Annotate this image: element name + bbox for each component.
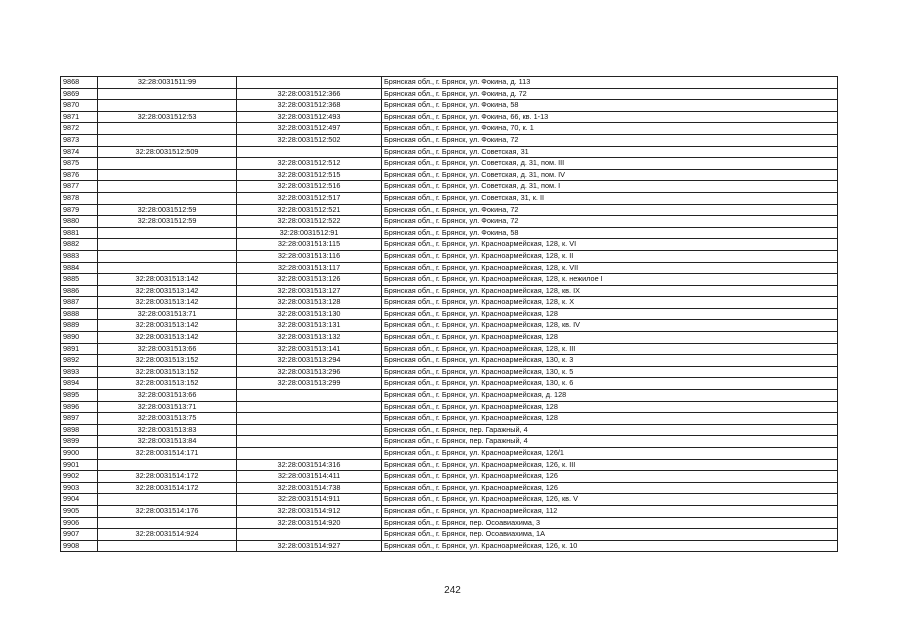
row-number-cell: 9889: [61, 320, 98, 332]
address-cell: Брянская обл., г. Брянск, ул. Красноармейская, 128, к. III: [382, 343, 838, 355]
land-cadastral-number-cell: 32:28:0031512:509: [98, 146, 237, 158]
row-number-cell: 9899: [61, 436, 98, 448]
land-cadastral-number-cell: [98, 169, 237, 181]
address-cell: Брянская обл., г. Брянск, ул. Фокина, 66, кв. 1-13: [382, 111, 838, 123]
address-cell: Брянская обл., г. Брянск, ул. Фокина, 58: [382, 100, 838, 112]
land-cadastral-number-cell: 32:28:0031514:176: [98, 505, 237, 517]
address-cell: Брянская обл., г. Брянск, ул. Фокина, 58: [382, 227, 838, 239]
row-number-cell: 9876: [61, 169, 98, 181]
row-number-cell: 9904: [61, 494, 98, 506]
table-row: [61, 192, 838, 204]
row-number-cell: 9884: [61, 262, 98, 274]
table-row: [61, 297, 838, 309]
address-cell: Брянская обл., г. Брянск, ул. Фокина, д. 72: [382, 88, 838, 100]
object-cadastral-number-cell: 32:28:0031514:927: [237, 540, 382, 552]
land-cadastral-number-cell: [98, 181, 237, 193]
address-cell: Брянская обл., г. Брянск, ул. Фокина, 72: [382, 204, 838, 216]
row-number-cell: 9897: [61, 413, 98, 425]
object-cadastral-number-cell: 32:28:0031514:920: [237, 517, 382, 529]
land-cadastral-number-cell: 32:28:0031513:142: [98, 332, 237, 344]
table-row: [61, 204, 838, 216]
table-row: [61, 413, 838, 425]
table-row: [61, 332, 838, 344]
table-row: [61, 100, 838, 112]
row-number-cell: 9892: [61, 355, 98, 367]
table-row: [61, 308, 838, 320]
table-row: [61, 181, 838, 193]
land-cadastral-number-cell: [98, 227, 237, 239]
land-cadastral-number-cell: [98, 88, 237, 100]
land-cadastral-number-cell: [98, 494, 237, 506]
land-cadastral-number-cell: 32:28:0031513:142: [98, 320, 237, 332]
object-cadastral-number-cell: 32:28:0031514:911: [237, 494, 382, 506]
row-number-cell: 9908: [61, 540, 98, 552]
land-cadastral-number-cell: [98, 100, 237, 112]
row-number-cell: 9888: [61, 308, 98, 320]
address-cell: Брянская обл., г. Брянск, ул. Красноармейская, 128, кв. IV: [382, 320, 838, 332]
object-cadastral-number-cell: 32:28:0031513:128: [237, 297, 382, 309]
address-cell: Брянская обл., г. Брянск, пер. Осоавиахима, 3: [382, 517, 838, 529]
row-number-cell: 9906: [61, 517, 98, 529]
table-row: [61, 390, 838, 402]
table-row: [61, 285, 838, 297]
object-cadastral-number-cell: 32:28:0031512:502: [237, 134, 382, 146]
page-number: 242: [444, 585, 461, 596]
address-cell: Брянская обл., г. Брянск, пер. Гаражный, 4: [382, 424, 838, 436]
table-row: [61, 146, 838, 158]
land-cadastral-number-cell: [98, 123, 237, 135]
object-cadastral-number-cell: 32:28:0031512:512: [237, 158, 382, 170]
object-cadastral-number-cell: 32:28:0031513:132: [237, 332, 382, 344]
object-cadastral-number-cell: 32:28:0031512:517: [237, 192, 382, 204]
object-cadastral-number-cell: 32:28:0031513:115: [237, 239, 382, 251]
table-row: [61, 158, 838, 170]
object-cadastral-number-cell: [237, 390, 382, 402]
table-row: [61, 355, 838, 367]
address-cell: Брянская обл., г. Брянск, ул. Фокина, 72: [382, 216, 838, 228]
object-cadastral-number-cell: 32:28:0031513:131: [237, 320, 382, 332]
row-number-cell: 9894: [61, 378, 98, 390]
object-cadastral-number-cell: [237, 77, 382, 89]
address-cell: Брянская обл., г. Брянск, ул. Фокина, д. 113: [382, 77, 838, 89]
address-cell: Брянская обл., г. Брянск, ул. Фокина, 72: [382, 134, 838, 146]
address-cell: Брянская обл., г. Брянск, ул. Красноармейская, 128, к. VI: [382, 239, 838, 251]
object-cadastral-number-cell: 32:28:0031513:127: [237, 285, 382, 297]
address-cell: Брянская обл., г. Брянск, ул. Красноармейская, 126, кв. V: [382, 494, 838, 506]
address-cell: Брянская обл., г. Брянск, ул. Красноармейская, 126, к. 10: [382, 540, 838, 552]
land-cadastral-number-cell: 32:28:0031513:152: [98, 378, 237, 390]
row-number-cell: 9900: [61, 448, 98, 460]
table-row: [61, 482, 838, 494]
land-cadastral-number-cell: [98, 158, 237, 170]
table-row: [61, 250, 838, 262]
land-cadastral-number-cell: [98, 540, 237, 552]
address-cell: Брянская обл., г. Брянск, ул. Красноармейская, 128, к. II: [382, 250, 838, 262]
object-cadastral-number-cell: 32:28:0031514:411: [237, 471, 382, 483]
land-cadastral-number-cell: 32:28:0031513:71: [98, 401, 237, 413]
object-cadastral-number-cell: 32:28:0031512:521: [237, 204, 382, 216]
table-row: [61, 134, 838, 146]
row-number-cell: 9872: [61, 123, 98, 135]
address-cell: Брянская обл., г. Брянск, ул. Красноармейская, 128: [382, 308, 838, 320]
row-number-cell: 9883: [61, 250, 98, 262]
land-cadastral-number-cell: 32:28:0031511:99: [98, 77, 237, 89]
object-cadastral-number-cell: 32:28:0031514:738: [237, 482, 382, 494]
row-number-cell: 9873: [61, 134, 98, 146]
object-cadastral-number-cell: 32:28:0031512:366: [237, 88, 382, 100]
table-row: [61, 401, 838, 413]
land-cadastral-number-cell: 32:28:0031513:152: [98, 366, 237, 378]
land-cadastral-number-cell: 32:28:0031513:142: [98, 285, 237, 297]
land-cadastral-number-cell: 32:28:0031514:924: [98, 529, 237, 541]
address-cell: Брянская обл., г. Брянск, ул. Красноармейская, 126: [382, 471, 838, 483]
row-number-cell: 9882: [61, 239, 98, 251]
cadastral-registry-table: [60, 76, 838, 552]
address-cell: Брянская обл., г. Брянск, ул. Красноармейская, д. 128: [382, 390, 838, 402]
land-cadastral-number-cell: [98, 134, 237, 146]
land-cadastral-number-cell: 32:28:0031513:71: [98, 308, 237, 320]
land-cadastral-number-cell: [98, 239, 237, 251]
row-number-cell: 9907: [61, 529, 98, 541]
object-cadastral-number-cell: 32:28:0031512:91: [237, 227, 382, 239]
land-cadastral-number-cell: 32:28:0031514:172: [98, 482, 237, 494]
table-row: [61, 227, 838, 239]
table-row: [61, 216, 838, 228]
object-cadastral-number-cell: 32:28:0031513:116: [237, 250, 382, 262]
object-cadastral-number-cell: 32:28:0031512:516: [237, 181, 382, 193]
row-number-cell: 9875: [61, 158, 98, 170]
table-row: [61, 77, 838, 89]
address-cell: Брянская обл., г. Брянск, ул. Красноармейская, 130, к. 5: [382, 366, 838, 378]
row-number-cell: 9880: [61, 216, 98, 228]
table-row: [61, 517, 838, 529]
row-number-cell: 9901: [61, 459, 98, 471]
row-number-cell: 9898: [61, 424, 98, 436]
address-cell: Брянская обл., г. Брянск, ул. Советская, д. 31, пом. III: [382, 158, 838, 170]
row-number-cell: 9874: [61, 146, 98, 158]
land-cadastral-number-cell: 32:28:0031513:66: [98, 343, 237, 355]
row-number-cell: 9896: [61, 401, 98, 413]
address-cell: Брянская обл., г. Брянск, ул. Фокина, 70, к. 1: [382, 123, 838, 135]
table-row: [61, 239, 838, 251]
land-cadastral-number-cell: 32:28:0031513:83: [98, 424, 237, 436]
land-cadastral-number-cell: 32:28:0031512:59: [98, 216, 237, 228]
address-cell: Брянская обл., г. Брянск, ул. Красноармейская, 128, к. нежилое I: [382, 274, 838, 286]
land-cadastral-number-cell: 32:28:0031513:152: [98, 355, 237, 367]
address-cell: Брянская обл., г. Брянск, ул. Красноармейская, 128, к. VII: [382, 262, 838, 274]
row-number-cell: 9879: [61, 204, 98, 216]
address-cell: Брянская обл., г. Брянск, ул. Красноармейская, 126, к. III: [382, 459, 838, 471]
row-number-cell: 9871: [61, 111, 98, 123]
object-cadastral-number-cell: [237, 146, 382, 158]
table-row: [61, 366, 838, 378]
land-cadastral-number-cell: [98, 459, 237, 471]
object-cadastral-number-cell: 32:28:0031513:294: [237, 355, 382, 367]
land-cadastral-number-cell: [98, 262, 237, 274]
row-number-cell: 9878: [61, 192, 98, 204]
land-cadastral-number-cell: 32:28:0031512:53: [98, 111, 237, 123]
row-number-cell: 9905: [61, 505, 98, 517]
address-cell: Брянская обл., г. Брянск, ул. Красноармейская, 130, к. 6: [382, 378, 838, 390]
table-row: [61, 540, 838, 552]
land-cadastral-number-cell: 32:28:0031513:142: [98, 274, 237, 286]
row-number-cell: 9887: [61, 297, 98, 309]
table-row: [61, 262, 838, 274]
land-cadastral-number-cell: [98, 250, 237, 262]
object-cadastral-number-cell: [237, 424, 382, 436]
land-cadastral-number-cell: 32:28:0031512:59: [98, 204, 237, 216]
row-number-cell: 9868: [61, 77, 98, 89]
address-cell: Брянская обл., г. Брянск, ул. Советская, д. 31, пом. IV: [382, 169, 838, 181]
object-cadastral-number-cell: 32:28:0031513:126: [237, 274, 382, 286]
table-row: [61, 471, 838, 483]
registry-table-body: [61, 77, 838, 552]
row-number-cell: 9893: [61, 366, 98, 378]
table-row: [61, 123, 838, 135]
object-cadastral-number-cell: 32:28:0031513:130: [237, 308, 382, 320]
table-row: [61, 169, 838, 181]
row-number-cell: 9869: [61, 88, 98, 100]
row-number-cell: 9886: [61, 285, 98, 297]
row-number-cell: 9895: [61, 390, 98, 402]
table-row: [61, 505, 838, 517]
land-cadastral-number-cell: 32:28:0031514:172: [98, 471, 237, 483]
table-row: [61, 459, 838, 471]
land-cadastral-number-cell: [98, 517, 237, 529]
row-number-cell: 9890: [61, 332, 98, 344]
object-cadastral-number-cell: 32:28:0031514:316: [237, 459, 382, 471]
table-row: [61, 111, 838, 123]
row-number-cell: 9881: [61, 227, 98, 239]
land-cadastral-number-cell: 32:28:0031513:142: [98, 297, 237, 309]
row-number-cell: 9902: [61, 471, 98, 483]
address-cell: Брянская обл., г. Брянск, ул. Красноармейская, 126: [382, 482, 838, 494]
object-cadastral-number-cell: [237, 413, 382, 425]
row-number-cell: 9877: [61, 181, 98, 193]
address-cell: Брянская обл., г. Брянск, ул. Красноармейская, 126/1: [382, 448, 838, 460]
object-cadastral-number-cell: [237, 529, 382, 541]
object-cadastral-number-cell: 32:28:0031513:296: [237, 366, 382, 378]
land-cadastral-number-cell: 32:28:0031513:75: [98, 413, 237, 425]
address-cell: Брянская обл., г. Брянск, ул. Красноармейская, 130, к. 3: [382, 355, 838, 367]
row-number-cell: 9903: [61, 482, 98, 494]
address-cell: Брянская обл., г. Брянск, ул. Советская, 31: [382, 146, 838, 158]
table-row: [61, 436, 838, 448]
address-cell: Брянская обл., г. Брянск, ул. Советская, 31, к. II: [382, 192, 838, 204]
object-cadastral-number-cell: 32:28:0031512:368: [237, 100, 382, 112]
table-row: [61, 424, 838, 436]
address-cell: Брянская обл., г. Брянск, ул. Красноармейская, 128: [382, 332, 838, 344]
address-cell: Брянская обл., г. Брянск, ул. Красноармейская, 128: [382, 401, 838, 413]
land-cadastral-number-cell: 32:28:0031513:66: [98, 390, 237, 402]
table-row: [61, 343, 838, 355]
object-cadastral-number-cell: 32:28:0031512:515: [237, 169, 382, 181]
address-cell: Брянская обл., г. Брянск, ул. Красноармейская, 128, кв. IX: [382, 285, 838, 297]
row-number-cell: 9870: [61, 100, 98, 112]
land-cadastral-number-cell: [98, 192, 237, 204]
row-number-cell: 9885: [61, 274, 98, 286]
object-cadastral-number-cell: 32:28:0031513:117: [237, 262, 382, 274]
object-cadastral-number-cell: 32:28:0031514:912: [237, 505, 382, 517]
table-row: [61, 88, 838, 100]
address-cell: Брянская обл., г. Брянск, ул. Красноармейская, 128: [382, 413, 838, 425]
address-cell: Брянская обл., г. Брянск, ул. Красноармейская, 128, к. X: [382, 297, 838, 309]
object-cadastral-number-cell: 32:28:0031512:493: [237, 111, 382, 123]
row-number-cell: 9891: [61, 343, 98, 355]
address-cell: Брянская обл., г. Брянск, ул. Советская, д. 31, пом. I: [382, 181, 838, 193]
address-cell: Брянская обл., г. Брянск, пер. Гаражный, 4: [382, 436, 838, 448]
address-cell: Брянская обл., г. Брянск, ул. Красноармейская, 112: [382, 505, 838, 517]
object-cadastral-number-cell: 32:28:0031513:141: [237, 343, 382, 355]
table-row: [61, 448, 838, 460]
table-row: [61, 529, 838, 541]
table-row: [61, 320, 838, 332]
object-cadastral-number-cell: 32:28:0031512:522: [237, 216, 382, 228]
object-cadastral-number-cell: 32:28:0031512:497: [237, 123, 382, 135]
object-cadastral-number-cell: [237, 401, 382, 413]
address-cell: Брянская обл., г. Брянск, пер. Осоавиахима, 1А: [382, 529, 838, 541]
land-cadastral-number-cell: 32:28:0031514:171: [98, 448, 237, 460]
table-row: [61, 274, 838, 286]
object-cadastral-number-cell: [237, 436, 382, 448]
object-cadastral-number-cell: [237, 448, 382, 460]
table-row: [61, 378, 838, 390]
land-cadastral-number-cell: 32:28:0031513:84: [98, 436, 237, 448]
table-row: [61, 494, 838, 506]
object-cadastral-number-cell: 32:28:0031513:299: [237, 378, 382, 390]
